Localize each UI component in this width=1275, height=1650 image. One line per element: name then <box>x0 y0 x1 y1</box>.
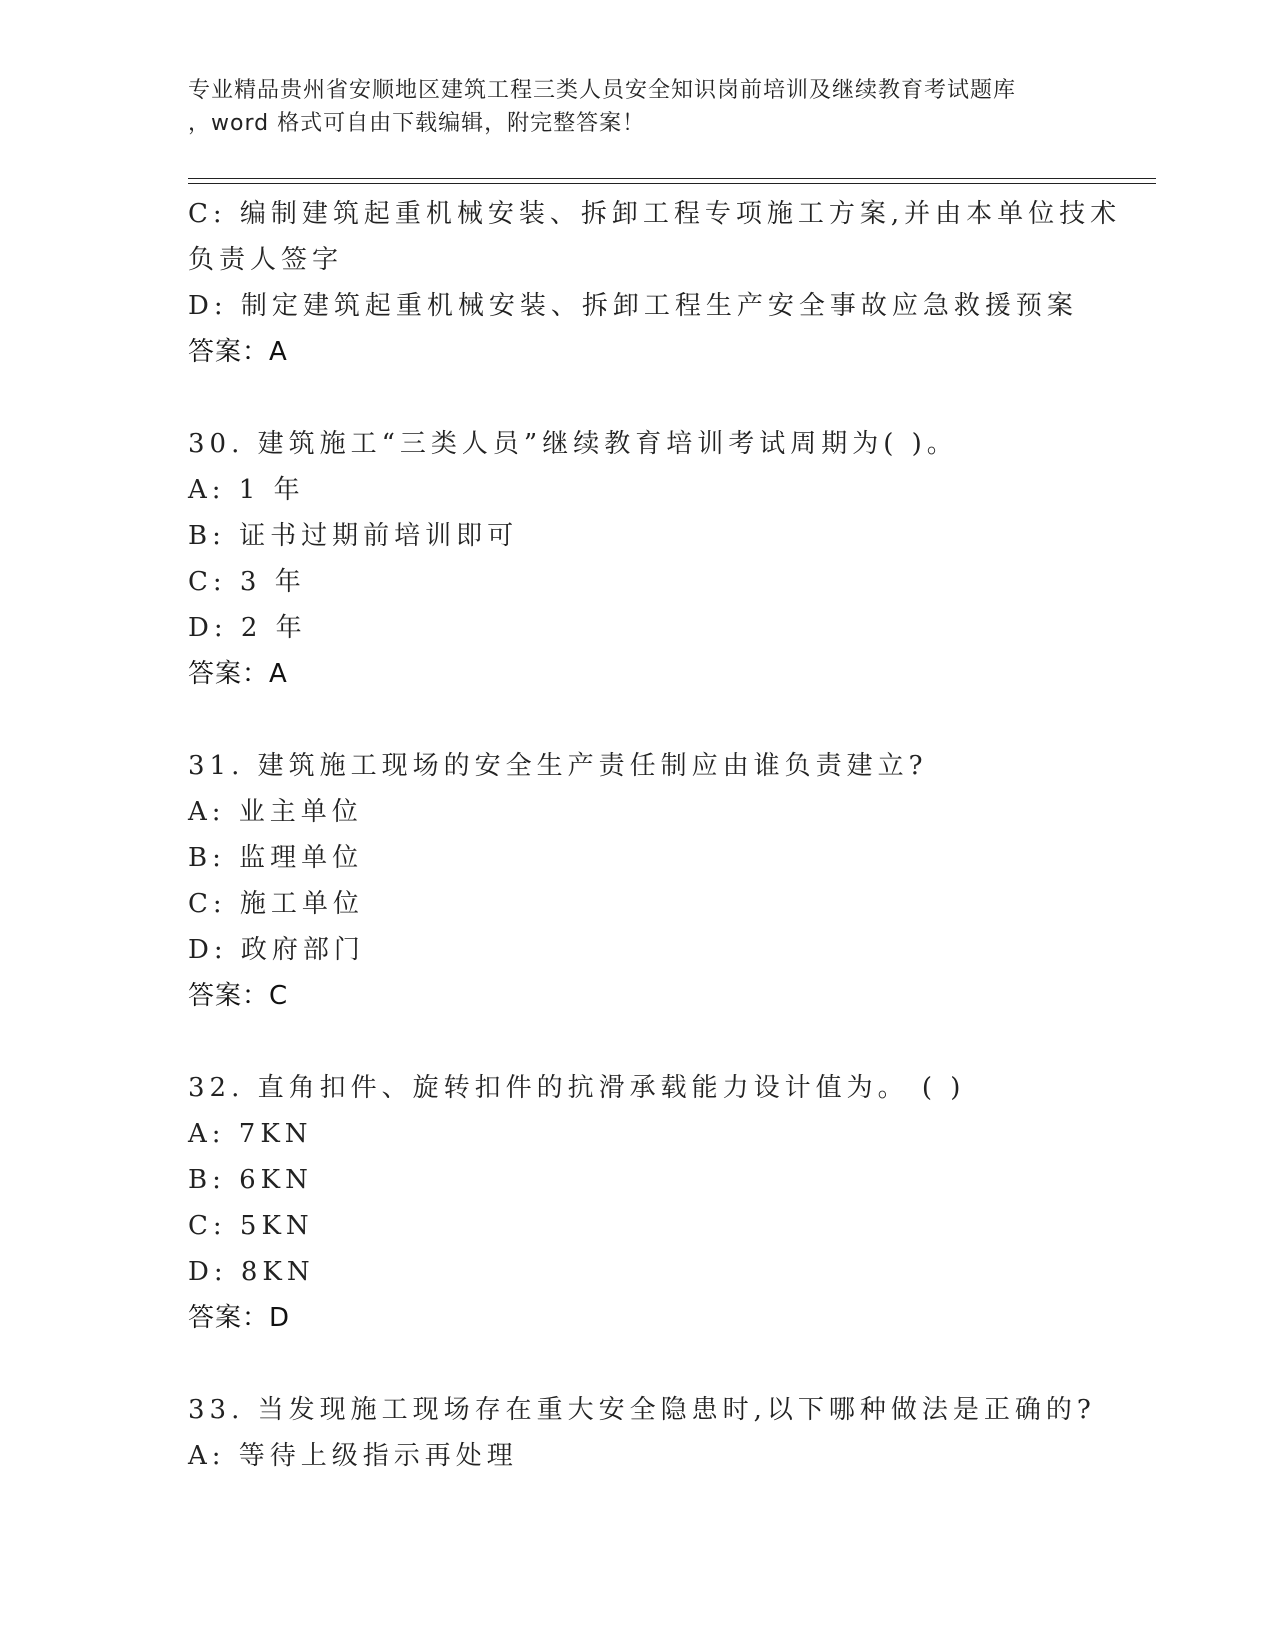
answer-line: 答案：A <box>188 659 288 689</box>
question-content <box>188 191 1122 1479</box>
option-d: D: 制定建筑起重机械安装、拆卸工程生产安全事故应急救援预案 <box>188 291 1078 321</box>
question-carryover <box>188 191 1122 375</box>
header-divider-top <box>188 178 1156 179</box>
spacer <box>188 375 1088 421</box>
header-divider-bottom <box>188 183 1156 184</box>
answer-line: 答案：D <box>188 1303 291 1333</box>
option-c: C: 3 年 <box>188 567 306 597</box>
option-c: C: 施工单位 <box>188 889 364 919</box>
option-d: D: 政府部门 <box>188 935 365 965</box>
question-33 <box>188 1387 1096 1479</box>
option-d: D: 8KN <box>188 1257 315 1287</box>
option-a: A: 等待上级指示再处理 <box>188 1441 518 1471</box>
answer-line: 答案：A <box>188 337 288 367</box>
option-b: B: 6KN <box>188 1165 313 1195</box>
option-a: A: 1 年 <box>188 475 305 505</box>
option-c: C: 编制建筑起重机械安装、拆卸工程专项施工方案,并由本单位技术 <box>188 199 1122 229</box>
document-header <box>188 74 1088 140</box>
question-30 <box>188 421 1088 697</box>
option-d: D: 2 年 <box>188 613 307 643</box>
spacer <box>188 1019 1088 1065</box>
spacer <box>188 697 1088 743</box>
option-b: B: 监理单位 <box>188 843 364 873</box>
question-31 <box>188 743 1088 1019</box>
question-32 <box>188 1065 1088 1341</box>
question-stem: 30. 建筑施工“三类人员”继续教育培训考试周期为( )。 <box>188 429 958 459</box>
option-a: A: 业主单位 <box>188 797 363 827</box>
option-c-continuation: 负责人签字 <box>188 245 344 275</box>
answer-line: 答案：C <box>188 981 289 1011</box>
question-stem: 32. 直角扣件、旋转扣件的抗滑承载能力设计值为。 ( ) <box>188 1073 966 1103</box>
option-a: A: 7KN <box>188 1119 313 1149</box>
spacer <box>188 1341 1088 1387</box>
question-stem: 33. 当发现施工现场存在重大安全隐患时,以下哪种做法是正确的? <box>188 1395 1096 1425</box>
header-title-line: 专业精品贵州省安顺地区建筑工程三类人员安全知识岗前培训及继续教育考试题库 <box>188 78 1017 103</box>
option-b: B: 证书过期前培训即可 <box>188 521 519 551</box>
header-subtitle-line: ，word 格式可自由下载编辑，附完整答案！ <box>188 111 646 136</box>
option-c: C: 5KN <box>188 1211 314 1241</box>
question-stem: 31. 建筑施工现场的安全生产责任制应由谁负责建立? <box>188 751 928 781</box>
